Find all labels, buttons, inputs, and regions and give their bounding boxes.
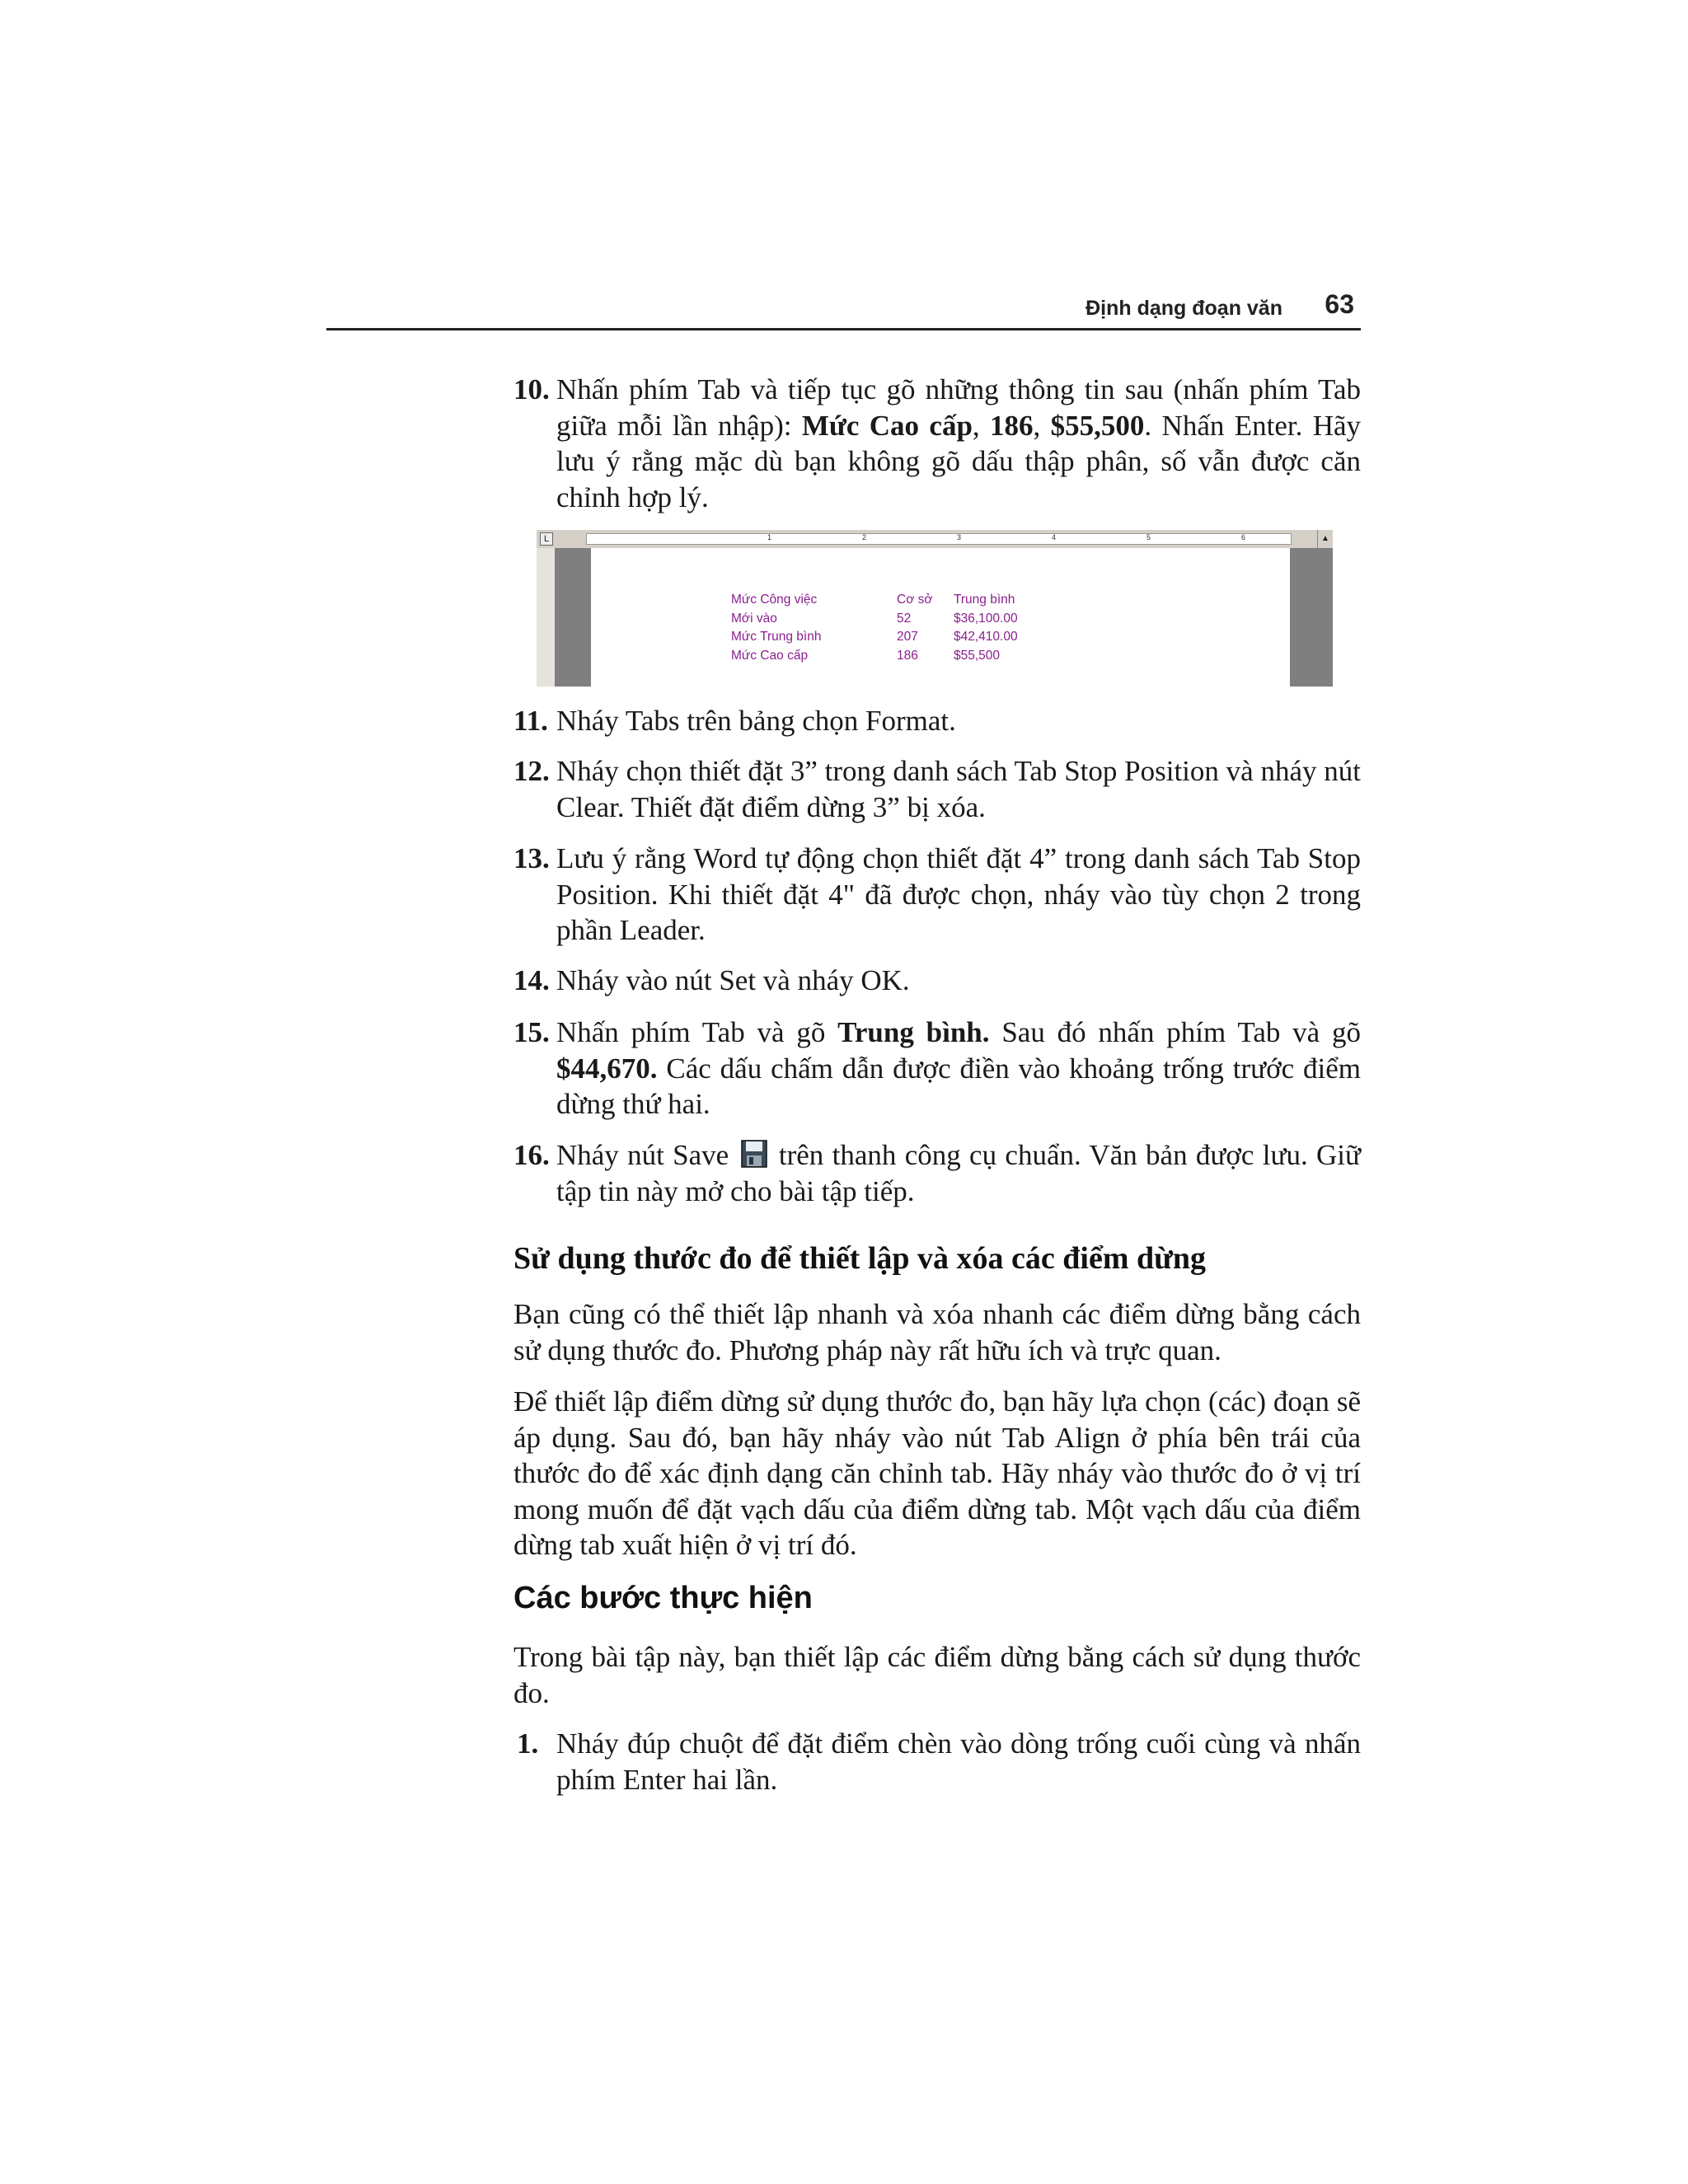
- running-head-title: Định dạng đoạn văn: [1085, 297, 1282, 320]
- step-body: [556, 841, 1361, 949]
- step-number: 15.: [513, 1016, 550, 1048]
- table-header: Trung bình: [954, 593, 1015, 607]
- step-16-text-before: Nháy nút Save: [556, 1139, 738, 1171]
- text-run: ,: [972, 409, 991, 442]
- step-12: [513, 753, 1361, 825]
- scroll-up-icon: ▲: [1317, 530, 1333, 548]
- table-cell: $55,500: [954, 649, 1001, 663]
- table-cell: 186: [897, 649, 918, 663]
- step-16-text-after: trên thanh công cụ chuẩn. Văn bản được lưu. Giữ tập tin này mở cho bài tập tiếp.: [556, 1139, 1361, 1207]
- step-body: [556, 963, 1361, 999]
- text-run: Lưu ý rằng Word tự động chọn thiết đặt 4” trong danh sách Tab Stop Position. Khi thiết đặt 4" đã được chọn, nháy vào tùy chọn 2 trong phần Leader.: [556, 842, 1361, 946]
- table-cell: $36,100.00: [954, 612, 1018, 626]
- text-run: Nhấn phím Tab và tiếp tục gõ những thông tin sau (nhấn phím Tab giữa mỗi lần nhập):: [556, 373, 1361, 442]
- table-cell: Mới vào: [731, 612, 777, 626]
- table-header: Cơ sở: [897, 593, 933, 607]
- page-number: 63: [1325, 289, 1354, 319]
- bold-text: Trung bình.: [837, 1016, 990, 1048]
- left-margin-area: [555, 548, 591, 687]
- table-cell: Mức Trung bình: [731, 630, 822, 644]
- table-cell: 52: [897, 612, 912, 626]
- step-1: [513, 1726, 1361, 1797]
- ruler-number: 1: [767, 533, 772, 541]
- step-body: [556, 372, 1361, 515]
- ruler-number: 4: [1052, 533, 1057, 541]
- text-run: Nhấn phím Tab và gõ: [556, 1016, 838, 1048]
- text-run: . Nhấn Enter. Hãy lưu ý rằng mặc dù bạn không gõ dấu thập phân, số vẫn được căn chỉnh hợp lý.: [556, 409, 1362, 513]
- step-body: [556, 1015, 1361, 1122]
- step-number: 10.: [513, 373, 550, 405]
- step-number: 1.: [517, 1727, 539, 1760]
- paragraph: Trong bài tập này, bạn thiết lập các điểm dừng bằng cách sử dụng thước đo.: [513, 1641, 1361, 1709]
- text-run: Các dấu chấm dẫn được điền vào khoảng trống trước điểm dừng thứ hai.: [556, 1052, 1361, 1120]
- floppy-disk-icon: [741, 1140, 767, 1168]
- bold-text: 186: [990, 409, 1034, 442]
- step-body: Nháy đúp chuột để đặt điểm chèn vào dòng trống cuối cùng và nhấn phím Enter hai lần.: [556, 1727, 1361, 1796]
- text-run: Nháy Tabs trên bảng chọn Format.: [556, 705, 956, 737]
- step-number: 16.: [513, 1139, 550, 1171]
- right-margin-area: [1290, 548, 1333, 687]
- step-number: 12.: [513, 755, 550, 787]
- text-run: Nháy vào nút Set và nháy OK.: [556, 964, 910, 996]
- step-10: [513, 372, 1361, 515]
- step-13: [513, 841, 1361, 949]
- step-14: [513, 963, 1361, 999]
- step-body: [556, 703, 1361, 739]
- paragraph: Bạn cũng có thể thiết lập nhanh và xóa nhanh các điểm dừng bằng cách sử dụng thước đo. Phương pháp này rất hữu ích và trực quan.: [513, 1298, 1361, 1366]
- text-run: Nháy chọn thiết đặt 3” trong danh sách Tab Stop Position và nháy nút Clear. Thiết đặt điểm dừng 3” bị xóa.: [556, 755, 1361, 823]
- table-cell: $42,410.00: [954, 630, 1018, 644]
- running-head: [326, 287, 1361, 330]
- step-body: [556, 753, 1361, 825]
- subsection-heading: Các bước thực hiện: [513, 1581, 813, 1615]
- document-page: [591, 548, 1290, 687]
- bold-text: $44,670.: [556, 1052, 658, 1085]
- word-screenshot: [537, 530, 1333, 687]
- step-15: [513, 1015, 1361, 1122]
- bold-text: $55,500: [1050, 409, 1145, 442]
- table-cell: Mức Cao cấp: [731, 649, 809, 663]
- ruler-track: [586, 533, 1292, 545]
- step-number: 14.: [513, 964, 550, 996]
- horizontal-ruler: [537, 530, 1333, 549]
- ruler-number: 6: [1241, 533, 1246, 541]
- bold-text: Mức Cao cấp: [801, 409, 973, 442]
- step-body: [556, 1137, 1361, 1209]
- vertical-ruler: [537, 548, 556, 687]
- text-run: ,: [1033, 409, 1051, 442]
- step-16: [513, 1137, 1361, 1209]
- table-cell: 207: [897, 630, 918, 644]
- step-number: 13.: [513, 842, 550, 874]
- ruler-number: 3: [957, 533, 962, 541]
- ruler-number: 5: [1146, 533, 1151, 541]
- section-heading: Sử dụng thước đo để thiết lập và xóa các điểm dừng: [513, 1241, 1207, 1276]
- ruler-number: 2: [862, 533, 867, 541]
- text-run: Sau đó nhấn phím Tab và gõ: [989, 1016, 1361, 1048]
- table-header: Mức Công việc: [731, 593, 818, 607]
- step-11: [513, 703, 1361, 739]
- paragraph: Để thiết lập điểm dừng sử dụng thước đo, bạn hãy lựa chọn (các) đoạn sẽ áp dụng. Sau đó, bạn hãy nháy vào nút Tab Align ở phía bên trái của thước đo để xác định dạng căn chỉnh tab. Hãy nháy vào thước đo ở vị trí mong muốn để đặt vạch dấu của điểm dừng tab. Một vạch dấu của điểm dừng tab xuất hiện ở vị trí đó.: [513, 1385, 1361, 1561]
- step-number: 11.: [513, 705, 548, 737]
- tab-align-button: L: [540, 532, 553, 546]
